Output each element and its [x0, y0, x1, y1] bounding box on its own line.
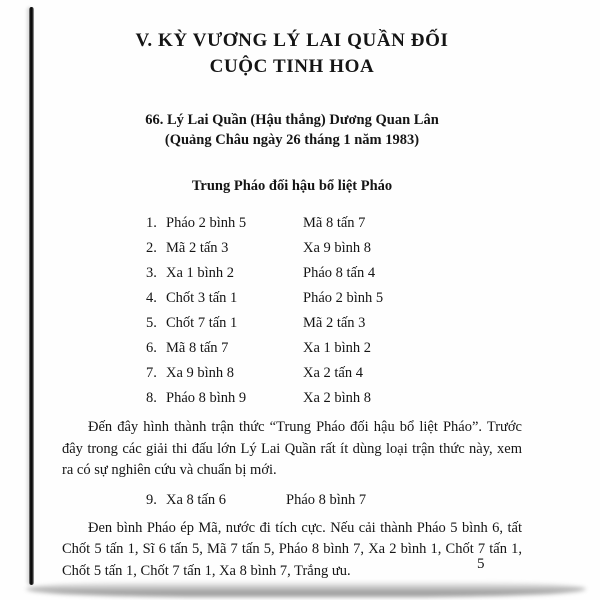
move-row — [146, 336, 522, 361]
move-row — [146, 361, 522, 386]
black-move: Mã 8 tấn 7 — [303, 215, 366, 231]
commentary-paragraph-2: Đen bình Pháo ép Mã, nước đi tích cực. Nếu cải thành Pháo 5 bình 6, tất Chốt 5 tấn 1, Sĩ 6 tấn 5, Mã 7 tấn 5, Pháo 8 bình 7, Xa 2 bình 1, Chốt 7 tấn 1, Chốt 5 tấn 1, Chốt 7 tấn 1, Xa 8 bình 7, Trắng ưu. — [62, 519, 522, 579]
red-move: Pháo 2 bình 5 — [166, 215, 247, 231]
red-move: Xa 8 tấn 6 — [166, 491, 226, 508]
move-row — [146, 311, 522, 336]
move-number: 1. — [146, 215, 157, 231]
black-move: Xa 2 bình 8 — [303, 390, 372, 406]
commentary-paragraph-1: Đến đây hình thành trận thức “Trung Pháo đối hậu bổ liệt Pháo”. Trước đây trong các giải thi đấu lớn Lý Lai Quần rất ít dùng loại trận thức này, xem ra có sự nghiên cứu và chuẩn bị mới. — [62, 419, 522, 478]
game-heading-line1: 66. Lý Lai Quần (Hậu thắng) Dương Quan Lân — [145, 112, 439, 128]
move-row-9 — [146, 488, 522, 512]
red-move: Mã 8 tấn 7 — [166, 340, 229, 356]
black-move: Xa 2 tấn 4 — [303, 365, 363, 381]
game-heading — [62, 110, 522, 150]
page-left-edge — [29, 7, 34, 585]
move-row — [146, 236, 522, 261]
move-list — [146, 211, 522, 411]
chapter-title — [62, 18, 522, 80]
chapter-title-line2: CUỘC TINH HOA — [209, 56, 375, 77]
black-move: Mã 2 tấn 3 — [303, 315, 366, 331]
black-move: Xa 9 bình 8 — [303, 240, 372, 256]
red-move: Chốt 7 tấn 1 — [166, 315, 238, 331]
black-move: Xa 1 bình 2 — [303, 340, 372, 356]
move-row — [146, 211, 522, 236]
move-row — [146, 286, 522, 311]
move-number: 5. — [146, 315, 157, 331]
red-move: Xa 9 bình 8 — [166, 365, 235, 381]
move-row — [146, 386, 522, 411]
move-number: 2. — [146, 240, 157, 256]
move-number: 7. — [146, 365, 157, 381]
black-move: Pháo 2 bình 5 — [303, 290, 384, 306]
move-number: 9. — [146, 491, 157, 508]
red-move: Xa 1 bình 2 — [166, 265, 235, 281]
red-move: Pháo 8 bình 9 — [166, 390, 247, 406]
red-move: Chốt 3 tấn 1 — [166, 290, 238, 306]
game-heading-line2: (Quảng Châu ngày 26 tháng 1 năm 1983) — [164, 132, 420, 148]
red-move: Mã 2 tấn 3 — [166, 240, 229, 256]
page-number: 5 — [477, 556, 485, 572]
chapter-title-line1: V. KỲ VƯƠNG LÝ LAI QUẦN ĐỐI — [135, 30, 449, 51]
black-move: Pháo 8 bình 7 — [286, 491, 367, 508]
move-number: 4. — [146, 290, 157, 306]
page-content — [62, 18, 522, 582]
move-number: 6. — [146, 340, 157, 356]
move-number: 3. — [146, 265, 157, 281]
black-move: Pháo 8 tấn 4 — [303, 265, 376, 281]
move-row — [146, 261, 522, 286]
opening-heading: Trung Pháo đối hậu bổ liệt Pháo — [191, 178, 393, 194]
page-bottom-shadow — [26, 581, 586, 597]
move-number: 8. — [146, 390, 157, 406]
